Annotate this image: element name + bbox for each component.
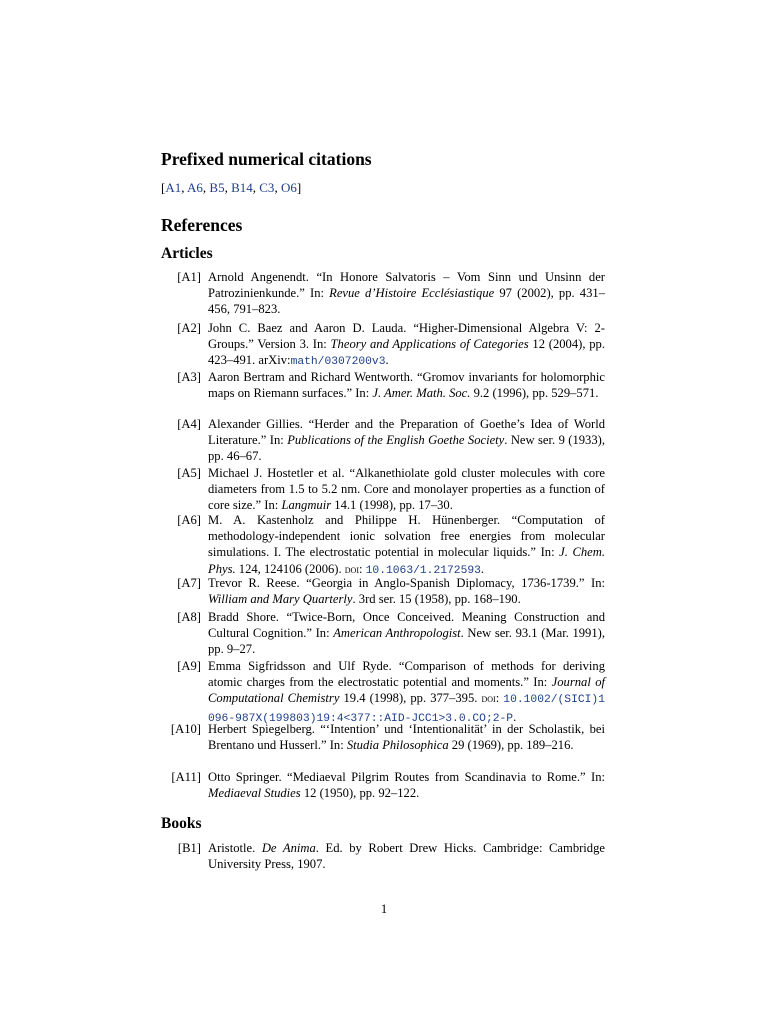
citation-link-a1[interactable]: A1 xyxy=(165,180,182,195)
bib-authors-title: Aaron Bertram and Richard Wentworth. “Gromov invariants for holomorphic maps on Riemann surfaces.” In: xyxy=(208,370,605,401)
bib-text xyxy=(208,840,605,872)
doi-separator: : xyxy=(359,561,366,576)
subsection-title-articles: Articles xyxy=(161,245,213,262)
bib-authors-title: John C. Baez and Aaron D. Lauda. “Higher-Dimensional Algebra V: 2-Groups.” Version 3. In: xyxy=(208,321,605,352)
citation-link-c3[interactable]: C3 xyxy=(259,180,275,195)
citation-separator: , xyxy=(181,180,188,195)
bib-text xyxy=(208,512,605,579)
bib-details: 97 (2002), pp. 431–456, 791–823. xyxy=(208,286,605,317)
citation-open-bracket: [ xyxy=(161,180,166,195)
citation-group xyxy=(161,180,301,196)
bib-text xyxy=(208,320,605,371)
bib-title-italic: De Anima xyxy=(261,841,316,855)
bib-text xyxy=(208,769,605,801)
page-number: 1 xyxy=(380,902,388,916)
bib-text xyxy=(208,369,605,401)
doi-link[interactable]: 10.1002/(SICI)1096-987X(199803)19:4<377::AID-JCC1>3.0.CO;2-P xyxy=(208,694,605,725)
bib-label: [A6] xyxy=(177,513,201,527)
doi-separator: : xyxy=(495,691,504,706)
bib-text xyxy=(208,575,605,607)
citation-link-a6[interactable]: A6 xyxy=(187,180,203,195)
bib-authors-title: Alexander Gillies. “Herder and the Preparation of Goethe’s Idea of World Literature.” In: xyxy=(208,417,605,448)
bib-journal: American Anthropologist xyxy=(333,626,461,641)
bib-text xyxy=(208,721,605,753)
bib-journal: Journal of Computational Chemistry xyxy=(208,675,605,706)
citation-link-b5[interactable]: B5 xyxy=(209,180,225,195)
bib-details: 19.4 (1998), pp. 377–395. xyxy=(339,691,482,706)
citation-separator: , xyxy=(202,180,210,195)
bib-authors-title: Bradd Shore. “Twice-Born, Once Conceived. Meaning Construction and Cultural Cognition.” In: xyxy=(208,610,605,641)
bib-details: 12 (1950), pp. 92–122. xyxy=(300,786,420,801)
bib-authors-title: Arnold Angenendt. “In Honore Salvatoris – Vom Sinn und Unsinn der Patrozinienkunde.” In: xyxy=(208,270,605,301)
bib-journal: Publications of the English Goethe Society xyxy=(287,433,505,448)
citation-close-bracket: ] xyxy=(296,180,302,195)
bib-text xyxy=(208,465,605,514)
bib-label: [A4] xyxy=(177,417,201,431)
citation-separator: , xyxy=(224,180,232,195)
bib-details: . Ed. by Robert Drew Hicks. Cambridge: Cambridge University Press, 1907. xyxy=(208,841,605,872)
bib-journal: Mediaeval Studies xyxy=(208,786,301,801)
bib-details: . 3rd ser. 15 (1958), pp. 168–190. xyxy=(352,592,521,607)
bib-details: 124, 124106 (2006). xyxy=(235,561,345,576)
bib-label: [A9] xyxy=(177,659,201,673)
arxiv-link[interactable]: math/0307200v3 xyxy=(290,356,386,369)
bib-journal: Revue d’Histoire Ecclésiastique xyxy=(329,286,495,301)
bib-label: [A7] xyxy=(177,576,201,590)
bib-details: 12 (2004), pp. 423–491. arXiv: xyxy=(208,337,605,368)
bib-authors-title: M. A. Kastenholz and Philippe H. Hünenberger. “Computation of methodology-independent ionic solvation free energies from molecular simulations. I. The electrostatic potential in molecular liquids.” In: xyxy=(208,513,605,560)
doi-label: doi xyxy=(481,693,496,706)
bib-label: [A11] xyxy=(171,770,201,784)
citation-separator: , xyxy=(274,180,281,195)
bib-label: [A2] xyxy=(177,321,201,335)
section-title-prefixed-citations: Prefixed numerical citations xyxy=(161,149,372,169)
bib-authors-title: Trevor R. Reese. “Georgia in Anglo-Spanish Diplomacy, 1736-1739.” In: xyxy=(208,576,605,590)
bib-label: [B1] xyxy=(177,841,201,855)
bib-label: [A10] xyxy=(170,722,201,736)
bib-journal: William and Mary Quarterly xyxy=(208,592,353,607)
bib-journal: J. Chem. Phys. xyxy=(208,545,605,576)
citation-separator: , xyxy=(252,180,260,195)
subsection-title-books: Books xyxy=(161,815,202,832)
bib-label: [A1] xyxy=(177,270,201,284)
bib-label: [A3] xyxy=(177,370,201,384)
bib-details: . New ser. 93.1 (Mar. 1991), pp. 9–27. xyxy=(208,626,605,657)
bib-tail: . xyxy=(385,353,389,368)
citation-link-b14[interactable]: B14 xyxy=(231,180,253,195)
bib-details: 9.2 (1996), pp. 529–571. xyxy=(470,386,599,401)
bib-text xyxy=(208,609,605,658)
bib-authors-title: Michael J. Hostetler et al. “Alkanethiolate gold cluster molecules with core diameters from 1.5 to 5.2 nm. Core and monolayer properties as a function of core size.” In: xyxy=(208,466,605,513)
bib-text xyxy=(208,269,605,318)
bib-journal: J. Amer. Math. Soc. xyxy=(372,386,471,401)
bib-text xyxy=(208,416,605,465)
bib-details: . New ser. 9 (1933), pp. 46–67. xyxy=(208,433,605,464)
doi-label: doi xyxy=(344,563,359,576)
bib-authors-title: Herbert Spiegelberg. “‘Intention’ und ‘Intentionalität’ in der Scholastik, bei Brentano und Husserl.” In: xyxy=(208,722,605,753)
bib-label: [A8] xyxy=(177,610,201,624)
section-title-references: References xyxy=(161,215,243,235)
bib-details: 14.1 (1998), pp. 17–30. xyxy=(331,498,453,513)
bib-label: [A5] xyxy=(177,466,201,480)
bib-authors-title: Otto Springer. “Mediaeval Pilgrim Routes from Scandinavia to Rome.” In: xyxy=(208,770,605,784)
bib-text xyxy=(208,658,605,727)
bib-authors-title: Aristotle. xyxy=(208,841,262,855)
bib-tail: . xyxy=(480,561,485,576)
bib-tail: . xyxy=(513,709,517,724)
citation-link-o6[interactable]: O6 xyxy=(280,180,297,195)
bib-authors-title: Emma Sigfridsson and Ulf Ryde. “Comparison of methods for deriving atomic charges from the electrostatic potential and moments.” In: xyxy=(208,659,605,690)
bib-journal: Theory and Applications of Categories xyxy=(330,337,529,352)
doi-link[interactable]: 10.1063/1.2172593 xyxy=(365,564,481,577)
bib-journal: Langmuir xyxy=(281,498,332,513)
bib-journal: Studia Philosophica xyxy=(346,738,449,753)
bib-details: 29 (1969), pp. 189–216. xyxy=(448,738,574,753)
